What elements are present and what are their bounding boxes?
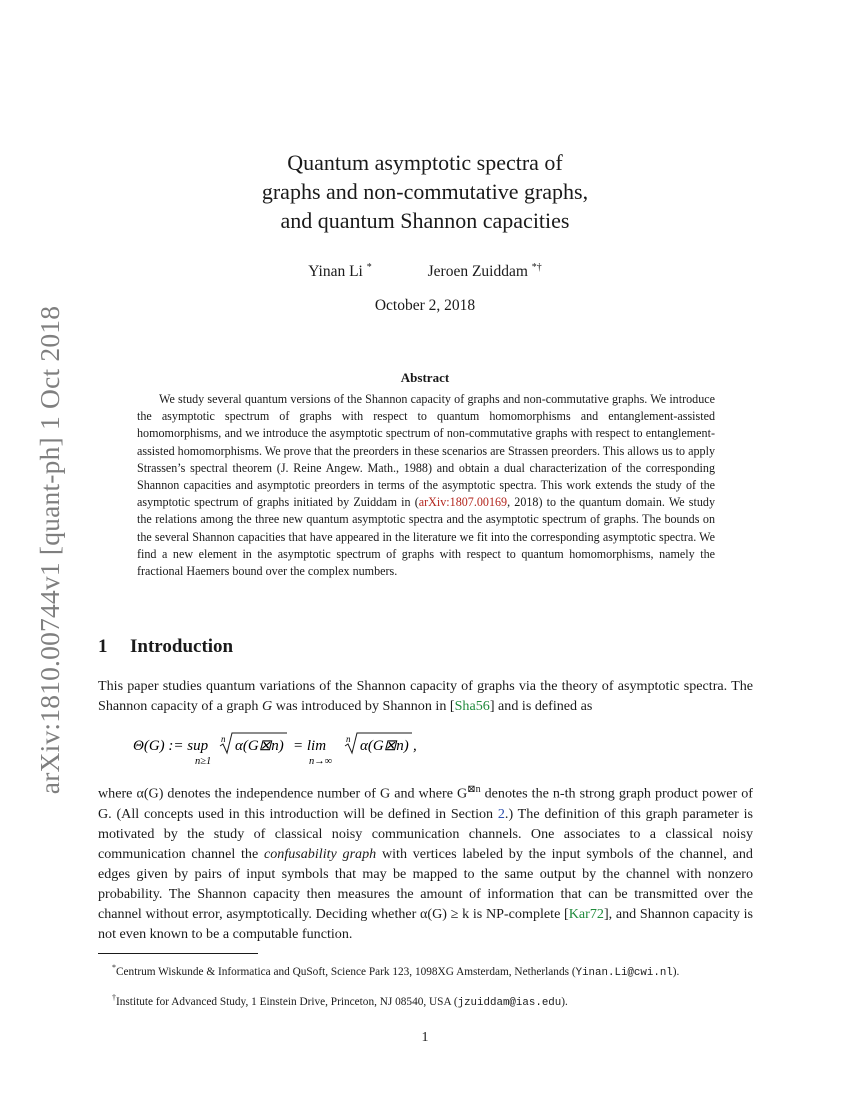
formula-graphic (133, 734, 433, 778)
root-index: n (221, 734, 226, 744)
formula-lhs: Θ(G) := sup (133, 738, 209, 754)
math-superscript: ⊠n (467, 784, 481, 795)
abstract-body (137, 391, 715, 580)
title-line: graphs and non-commutative graphs, (261, 179, 589, 204)
page-number: 1 (421, 1030, 429, 1045)
paragraph-text: where α(G) denotes the independence number of G and where G (98, 785, 468, 802)
footnote-2 (112, 990, 752, 1011)
author-name: Yinan Li (308, 263, 363, 281)
email-address[interactable]: jzuiddam@ias.edu (457, 996, 562, 1009)
root-index: n (346, 734, 351, 744)
footnote-mark: * (112, 963, 116, 972)
email-address[interactable]: Yinan.Li@cwi.nl (575, 966, 673, 979)
paragraph-text: This paper studies quantum variations of the Shannon capacity of graphs via the theory of asymptotic spectra. The Shannon capacity of a graph (98, 678, 753, 714)
section-heading (98, 636, 233, 658)
citation-link[interactable]: Kar72 (568, 905, 604, 922)
footnote-text: ). (672, 965, 680, 978)
footnote-text: Institute for Advanced Study, 1 Einstein Drive, Princeton, NJ 08540, USA ( (116, 995, 458, 1008)
author-list (0, 262, 850, 281)
author (308, 262, 372, 281)
emphasized-term: confusability graph (263, 845, 377, 862)
title-line: and quantum Shannon capacities (280, 208, 570, 233)
section-number: 1 (98, 636, 108, 657)
author-footnote-mark: * (366, 262, 372, 273)
paragraph-text: ], and Shannon capacity is not even known to be a computable function. (98, 905, 753, 942)
math-variable: G (261, 698, 273, 714)
arxiv-link[interactable]: arXiv:1807.00169 (418, 495, 508, 510)
footnote-text: ). (561, 995, 568, 1008)
paragraph-text: was introduced by Shannon in [ (272, 698, 455, 714)
title-line: Quantum asymptotic spectra of (287, 150, 563, 175)
shannon-capacity-formula (133, 734, 433, 783)
footnote-rule (98, 953, 258, 954)
paragraph-text: .) The definition of this graph parameter is motivated by the study of classical noisy communication channels. One associates to a classical noisy communication channel the (98, 805, 753, 862)
intro-paragraph-1 (98, 676, 753, 716)
section-title: Introduction (130, 636, 234, 657)
radicand: α(G⊠n) (235, 738, 284, 754)
paragraph-text: denotes the n-th strong graph product power of G. (All concepts used in this introduction will be defined in Section (98, 785, 753, 822)
footnote-text: Centrum Wiskunde & Informatica and QuSoft, Science Park 123, 1098XG Amsterdam, Netherlands ( (116, 965, 576, 978)
formula-sup-subscript: n≥1 (195, 756, 212, 767)
formula-lim-subscript: n→∞ (309, 756, 333, 767)
author-footnote-mark: *† (531, 262, 542, 273)
footnote-1 (98, 960, 753, 981)
radicand: α(G⊠n) (360, 738, 409, 754)
abstract-heading: Abstract (400, 370, 450, 385)
paper-date: October 2, 2018 (374, 297, 476, 314)
citation-link[interactable]: Sha56 (454, 698, 490, 714)
formula-equals-lim: = lim (293, 738, 327, 754)
intro-paragraph-2 (98, 780, 753, 944)
arxiv-side-stamp: arXiv:1810.00744v1 [quant-ph] 1 Oct 2018 (34, 305, 65, 795)
paragraph-text: with vertices labeled by the input symbols of the channel, and edges given by pairs of input symbols that may be mapped to the same output by the channel with nonzero probability. The Shannon capacity then measures the amount of information that can be transmitted over the channel without error, asymptotically. Deciding whether α(G) ≥ k is NP-complete [ (98, 845, 753, 922)
paper-title (0, 148, 850, 235)
footnote-mark: † (112, 993, 116, 1002)
author-name: Jeroen Zuiddam (427, 263, 528, 281)
formula-comma: , (413, 738, 417, 754)
section-ref-link[interactable]: 2 (497, 805, 505, 822)
author (428, 262, 542, 281)
abstract-text: We study several quantum versions of the Shannon capacity of graphs and non-commutative graphs. We introduce the asymptotic spectrum of graphs with respect to quantum homomorphisms and entanglement-assisted homomorphisms, and we introduce the asymptotic spectrum of non-commutative graphs with respect to entanglement-assisted homomorphisms. We prove that the preorders in these scenarios are Strassen preorders. This allows us to apply Strassen’s spectral theorem (J. Reine Angew. Math., 1988) and obtain a dual characterization of the corresponding Shannon capacities and asymptotic preorders in terms of the asymptotic spectra. This work extends the study of the asymptotic spectrum of graphs initiated by Zuiddam in ( (137, 392, 715, 510)
paragraph-text: ] and is defined as (489, 698, 593, 714)
abstract-text: , 2018) to the quantum domain. We study the relations among the three new quantum asymptotic spectra and the asymptotic spectrum of graphs. The bounds on the several Shannon capacities that have appeared in the literature we fit into the corresponding asymptotic spectra. We find a new element in the asymptotic spectrum of graphs with respect to quantum homomorphisms, namely the fractional Haemers bound over the complex numbers. (137, 495, 715, 579)
